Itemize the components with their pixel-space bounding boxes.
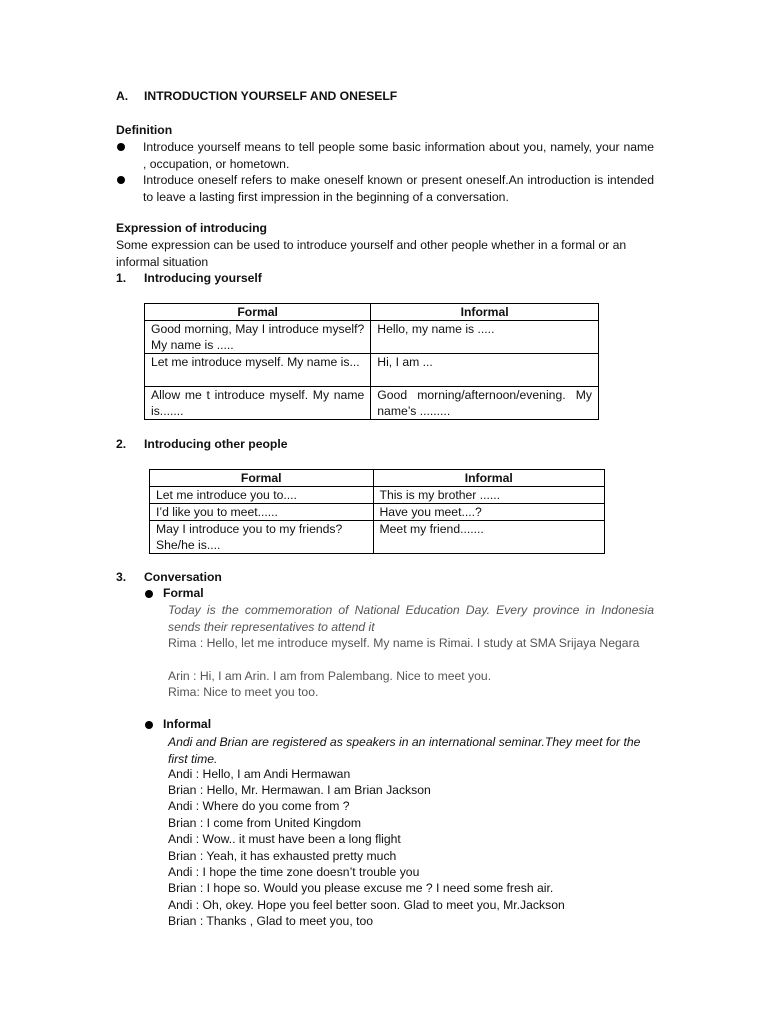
table-row bbox=[150, 487, 605, 504]
item1-title: Introducing yourself bbox=[144, 271, 262, 285]
table-row bbox=[145, 354, 599, 387]
item3-title: Conversation bbox=[144, 570, 222, 584]
informal-line: Brian : I come from United Kingdom bbox=[168, 816, 362, 830]
bullet-icon bbox=[145, 721, 153, 729]
column-header-formal: Formal bbox=[145, 304, 371, 321]
column-header-formal: Formal bbox=[150, 470, 374, 487]
table-row bbox=[145, 387, 599, 420]
item2-number: 2. bbox=[116, 437, 127, 451]
expression-text: Some expression can be used to introduce yourself and other people whether in a formal or an informal situation bbox=[116, 238, 627, 269]
introducing-yourself-table bbox=[144, 303, 599, 420]
definition-heading: Definition bbox=[116, 123, 173, 137]
informal-label: Informal bbox=[163, 717, 212, 731]
informal-context: Andi and Brian are registered as speakers in an international seminar.They meet for the first time. bbox=[168, 735, 641, 766]
table-header-row bbox=[145, 304, 599, 321]
table-header-row bbox=[150, 470, 605, 487]
formal-line: Rima: Nice to meet you too. bbox=[168, 685, 319, 699]
informal-line: Andi : Where do you come from ? bbox=[168, 799, 350, 813]
table-cell: I’d like you to meet...... bbox=[150, 504, 374, 521]
definition-bullet-1: Introduce yourself means to tell people some basic information about you, namely, your name , occupation, or hometown. bbox=[143, 140, 654, 171]
column-header-informal: Informal bbox=[371, 304, 599, 321]
table-cell: May I introduce you to my friends? She/he is.... bbox=[150, 521, 374, 554]
formal-line: Rima : Hello, let me introduce myself. My name is Rimai. I study at SMA Srijaya Negara bbox=[168, 636, 640, 650]
table-cell: Have you meet....? bbox=[373, 504, 605, 521]
table-cell: This is my brother ...... bbox=[373, 487, 605, 504]
formal-context: Today is the commemoration of National Education Day. Every province in Indonesia sends their representatives to attend it bbox=[168, 603, 654, 634]
informal-line: Andi : I hope the time zone doesn’t trouble you bbox=[168, 865, 420, 879]
informal-line: Brian : Thanks , Glad to meet you, too bbox=[168, 914, 374, 928]
table-cell: Hi, I am ... bbox=[371, 354, 599, 387]
table-cell: Good morning/afternoon/evening. My name’s ......... bbox=[371, 387, 599, 420]
table-cell: Hello, my name is ..... bbox=[371, 321, 599, 354]
informal-line: Andi : Wow.. it must have been a long flight bbox=[168, 832, 401, 846]
table-cell: Good morning, May I introduce myself? My name is ..... bbox=[145, 321, 371, 354]
definition-bullet-2: Introduce oneself refers to make oneself known or present oneself.An introduction is intended to leave a lasting first impression in the beginning of a conversation. bbox=[143, 173, 654, 204]
informal-line: Brian : Hello, Mr. Hermawan. I am Brian Jackson bbox=[168, 783, 431, 797]
bullet-icon bbox=[145, 590, 153, 598]
informal-line: Brian : I hope so. Would you please excuse me ? I need some fresh air. bbox=[168, 881, 554, 895]
informal-line: Andi : Hello, I am Andi Hermawan bbox=[168, 767, 351, 781]
formal-line: Arin : Hi, I am Arin. I am from Palembang. Nice to meet you. bbox=[168, 669, 492, 683]
section-letter: A. bbox=[116, 89, 129, 103]
section-title: INTRODUCTION YOURSELF AND ONESELF bbox=[144, 89, 398, 103]
table-cell: Let me introduce you to.... bbox=[150, 487, 374, 504]
table-row bbox=[150, 504, 605, 521]
expression-heading: Expression of introducing bbox=[116, 221, 267, 235]
informal-line: Andi : Oh, okey. Hope you feel better soon. Glad to meet you, Mr.Jackson bbox=[168, 898, 565, 912]
table-row bbox=[150, 521, 605, 554]
table-cell: Let me introduce myself. My name is... bbox=[145, 354, 371, 387]
formal-label: Formal bbox=[163, 586, 204, 600]
item1-number: 1. bbox=[116, 271, 127, 285]
introducing-others-table bbox=[149, 469, 605, 554]
informal-line: Brian : Yeah, it has exhausted pretty much bbox=[168, 849, 397, 863]
table-row bbox=[145, 321, 599, 354]
column-header-informal: Informal bbox=[373, 470, 605, 487]
table-cell: Allow me t introduce myself. My name is....... bbox=[145, 387, 371, 420]
item3-number: 3. bbox=[116, 570, 127, 584]
bullet-icon bbox=[117, 143, 125, 151]
item2-title: Introducing other people bbox=[144, 437, 288, 451]
bullet-icon bbox=[117, 176, 125, 184]
table-cell: Meet my friend....... bbox=[373, 521, 605, 554]
